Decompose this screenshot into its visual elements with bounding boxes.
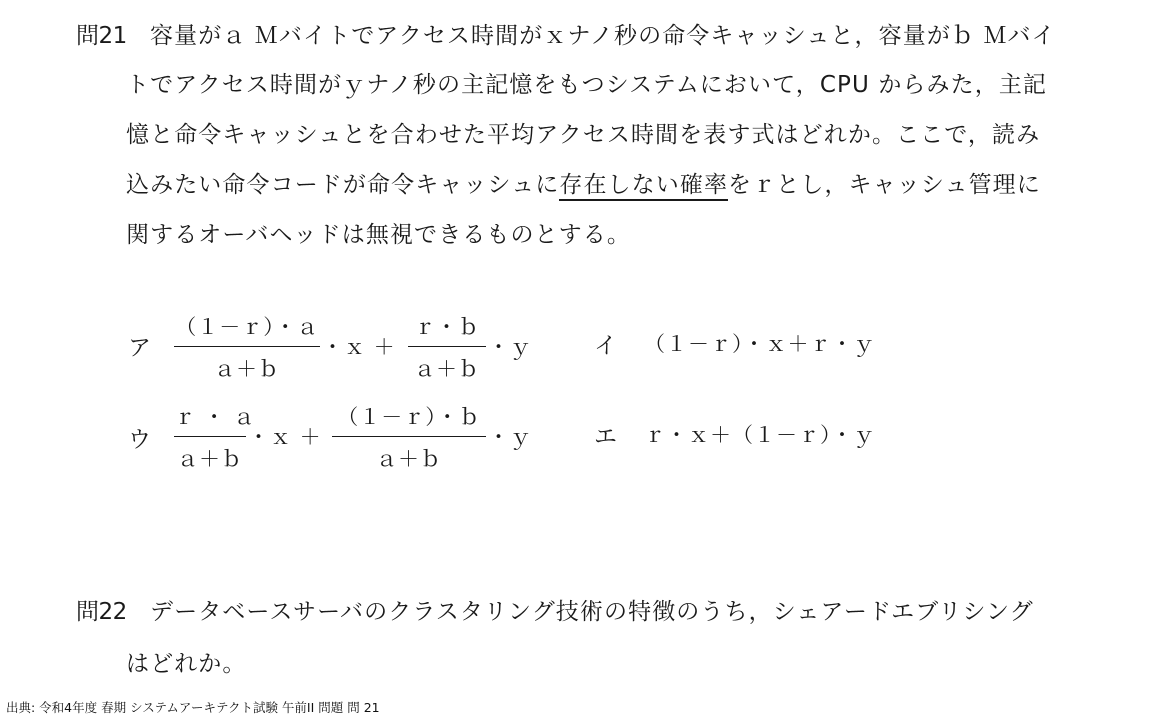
choice-e-label: エ xyxy=(594,424,617,450)
question-21-number: 問21 xyxy=(76,23,127,49)
line-4-after: をｒとし，キャッシュ管理に xyxy=(728,172,1041,198)
question-21-line-1: 容量がａ Ｍバイトでアクセス時間がｘナノ秒の命令キャッシュと，容量がｂ Ｍバイ xyxy=(150,23,1056,49)
fraction-bar xyxy=(174,436,246,437)
underlined-phrase: 存在しない確率 xyxy=(559,172,728,201)
fraction-bar xyxy=(174,346,320,347)
question-21-line-5: 関するオーバヘッドは無視できるものとする。 xyxy=(126,222,631,248)
question-21-line-4 xyxy=(126,166,1041,199)
choice-a-frac1-denominator: ａ＋ｂ xyxy=(214,357,280,381)
choice-a-frac1-numerator: （１－ｒ）・ａ xyxy=(175,315,319,339)
choice-a-frac2-numerator: ｒ・ｂ xyxy=(414,315,480,339)
choice-u-frac1-denominator: ａ＋ｂ xyxy=(177,447,243,471)
question-21-line-3: 憶と命令キャッシュとを合わせた平均アクセス時間を表す式はどれか。ここで，読み xyxy=(126,122,1041,148)
choice-i-expression: （１－ｒ）・ｘ＋ｒ・ｙ xyxy=(644,332,876,356)
question-22-number: 問22 xyxy=(76,599,127,625)
choice-a-tail: ・ｙ xyxy=(488,335,532,359)
question-22-line-2: はどれか。 xyxy=(126,651,247,677)
source-caption: 出典: 令和4年度 春期 システムアーキテクト試験 午前II 問題 問 21 xyxy=(6,700,380,715)
choice-u-frac2-numerator: （１－ｒ）・ｂ xyxy=(337,405,481,429)
choice-u-fraction-2 xyxy=(332,401,486,473)
choice-u-tail: ・ｙ xyxy=(488,425,532,449)
choice-a-fraction-1 xyxy=(174,311,320,383)
choice-a-frac2-denominator: ａ＋ｂ xyxy=(414,357,480,381)
choice-u-frac1-numerator: ｒ ・ ａ xyxy=(174,405,256,429)
choice-a-mid: ・ｘ ＋ xyxy=(322,335,396,359)
question-22-line-1: データベースサーバのクラスタリング技術の特徴のうち，シェアードエブリシング xyxy=(150,599,1034,625)
fraction-bar xyxy=(332,436,486,437)
choice-u-frac2-denominator: ａ＋ｂ xyxy=(376,447,442,471)
choice-a-label: ア xyxy=(128,335,151,361)
choice-e-expression: ｒ・ｘ＋（１－ｒ）・ｙ xyxy=(644,423,876,447)
choice-u-mid: ・ｘ ＋ xyxy=(248,425,322,449)
choice-u-fraction-1 xyxy=(174,401,256,473)
choice-u-label: ウ xyxy=(128,427,151,453)
fraction-bar xyxy=(408,346,486,347)
line-4-before: 込みたい命令コードが命令キャッシュに xyxy=(126,172,560,198)
choice-i-label: イ xyxy=(594,333,617,359)
question-21-line-2: トでアクセス時間がｙナノ秒の主記憶をもつシステムにおいて，CPU からみた，主記 xyxy=(126,72,1048,98)
choice-a-fraction-2 xyxy=(408,311,486,383)
